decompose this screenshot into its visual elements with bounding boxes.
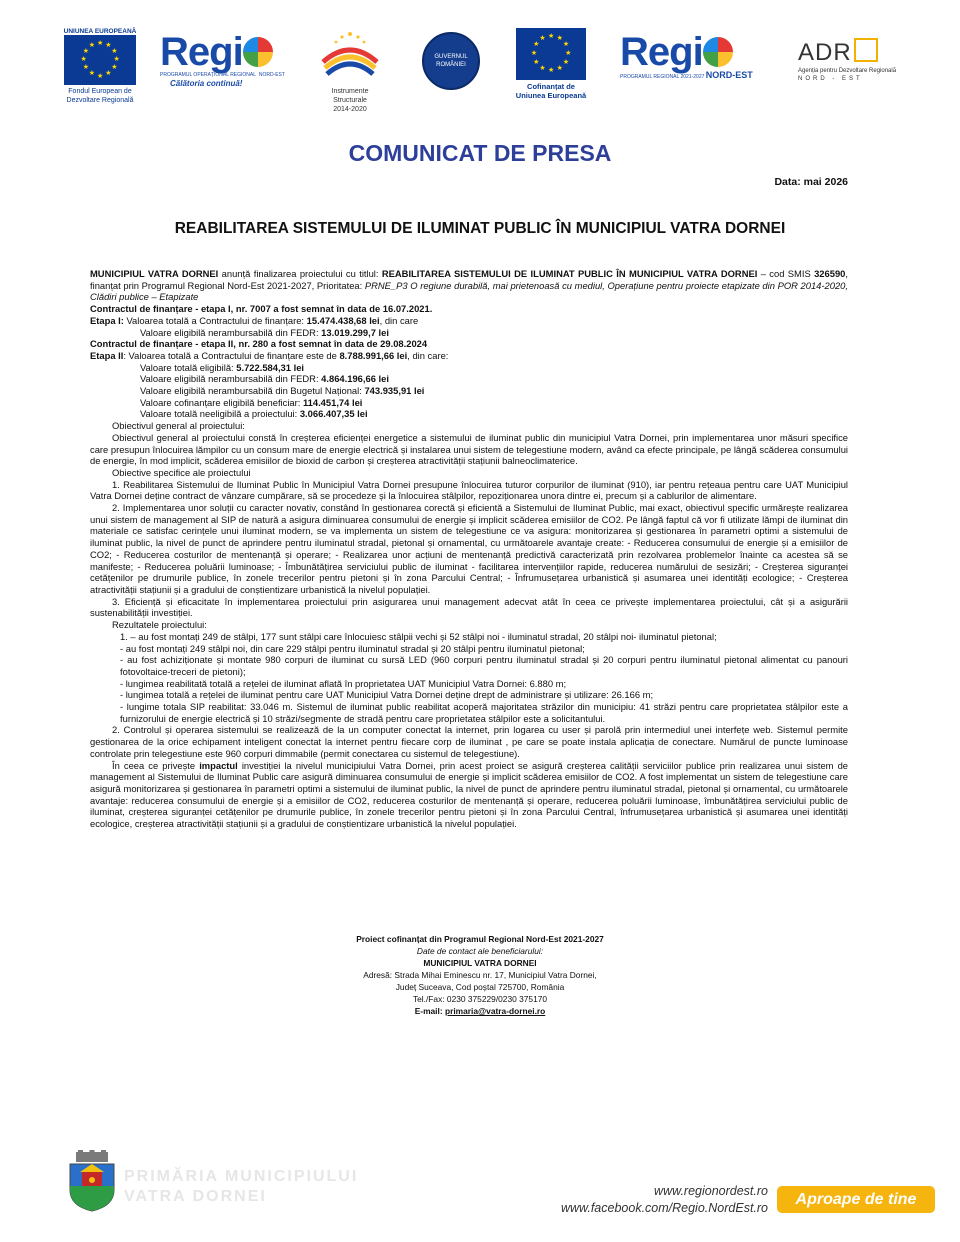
cofinantat-ue-logo — [510, 28, 592, 100]
vatra-dornei-coat-of-arms-icon — [66, 1150, 118, 1212]
eu-star-icon: ★ — [111, 64, 118, 72]
eu-star-icon: ★ — [88, 70, 96, 78]
eu-star-icon: ★ — [556, 35, 563, 43]
website-link[interactable]: www.regionordest.ro — [654, 1184, 768, 1198]
result-item: - lungimea totală a rețelei de iluminat pentru care UAT Municipiul Vatra Dornei deține drept de administrare și utilizare: 26.166 m; — [120, 689, 654, 701]
eu-star-icon: ★ — [548, 67, 555, 75]
contact-block — [0, 933, 960, 1017]
result-item: - au fost achiziționate și montate 980 corpuri de iluminat cu sursă LED (960 corpuri pentru iluminatul stradal și 20 corpuri pentru iluminatul pietonal alimentat cu panouri fotovoltaice-treceri de pietoni); — [120, 654, 848, 677]
contract-etapa-1: Contractul de finanțare - etapa I, nr. 7007 a fost semnat în data de 16.07.2021. — [90, 303, 433, 315]
etapa-2-item: Valoare totală eligibilă: 5.722.584,31 lei — [140, 361, 305, 373]
contact-email: E-mail: primaria@vatra-dornei.ro — [414, 1006, 546, 1016]
adr-square-icon — [854, 38, 878, 62]
regio-logo: Regi PROGRAMUL OPERAȚIONAL REGIONAL NORD-EST Călătoria continuă! — [160, 30, 285, 88]
etapa-1-eligible: Valoare eligibilă nerambursabilă din FEDR: 13.019.299,7 lei — [140, 326, 389, 338]
etapa-2-item: Valoare eligibilă nerambursabilă din Bugetul Național: 743.935,91 lei — [140, 385, 425, 397]
instrumente-structurale-icon — [315, 28, 385, 80]
regio-o-icon — [243, 37, 273, 67]
eu-logo-label: UNIUNEA EUROPEANĂ — [63, 28, 137, 35]
regio-o-icon — [703, 37, 733, 67]
eu-star-icon: ★ — [111, 47, 118, 55]
contact-label: Date de contact ale beneficiarului: — [416, 946, 544, 956]
press-release-body — [90, 268, 848, 830]
eu-star-icon: ★ — [82, 64, 89, 72]
eu-flag-icon — [516, 28, 586, 80]
eu-star-icon: ★ — [562, 41, 570, 49]
contract-etapa-2: Contractul de finanțare - etapa II, nr. 280 a fost semnat în data de 29.08.2024 — [90, 338, 428, 350]
eu-star-icon: ★ — [548, 32, 555, 40]
objectives-specific-label: Obiective specifice ale proiectului — [112, 466, 251, 478]
result-item: - lungime totala SIP reabilitat: 33.046 m. Sistemul de iluminat public reabilitat acoperă majoritatea străzilor din municipiu: 41 străzi pentru care proprietatea stâlpilor este a furnizorului de energie electrică și 10 străzi/segmente de stradă pentru care proprietatea stâlpilor este a solicitantului. — [120, 701, 848, 724]
contact-beneficiary: MUNICIPIUL VATRA DORNEI — [423, 958, 537, 968]
result-item: 1. – au fost montați 249 de stâlpi, 177 sunt stâlpi care înlocuiesc stâlpii vechi și 52 stâlpi noi - iluminatul stradal, 20 stâlpi noi- iluminatul pietonal; — [120, 630, 717, 642]
eu-logo-caption: Fondul European de Dezvoltare Regională — [66, 88, 134, 104]
eu-star-icon: ★ — [539, 64, 546, 72]
eu-star-icon: ★ — [97, 39, 104, 47]
press-date: Data: mai 2026 — [774, 176, 848, 188]
contact-phone: Tel./Fax: 0230 375229/0230 375170 — [412, 994, 548, 1004]
primaria-faded-line-2: VATRA DORNEI — [124, 1188, 267, 1205]
adr-logo: ADR Agenția pentru Dezvoltare Regională NORD - EST — [798, 39, 897, 82]
etapa-1-total: Etapa I: Valoarea totală a Contractului de finanțare: 15.474.438,68 lei, din care — [90, 314, 419, 326]
eu-star-icon: ★ — [565, 50, 572, 57]
objective-specific-2: 2. Implementarea unor soluții cu caracter novativ, constând în gestionarea corectă și eficientă a Sistemului de Iluminat Public, mai exact, obiectivul specific urmărește realizarea unui sistem de management al SIP de natură a asigura diminuarea consumului de energie și implicit scăderea emisiilor de CO2. Pe lângă faptul că vor fi utilizate lămpi de iluminat din materiale ce satisfac cerințele unui iluminat modern, se va implementa un sistem de telegestiune ce va asigura: monitorizarea și gestionarea în parametri optimi a sistemului de iluminat public, la nivel de punct de aprindere pentru iluminatul stradal, pietonal și ornamental, cu următoarele avantaje create: - Reducerea consumului de energie și a emisiilor de CO2; - Reducerea costurilor de mentenanță și operare; - Realizarea unor acțiuni de mentenanță predictivă caracterizată prin rezolvarea problemelor înainte ca acestea să se manifeste; - Reducerea poluării luminoase; - Îmbunătățirea serviciului public de iluminat - facilitarea intervențiilor rapide, reducerea numărului de sesizări; - Creșterea siguranței cetățenilor pe drumurile publice, în zonele trecerilor pentru pietoni și în zona Parcului Central; - Înfrumusețarea urbanistică și asumarea unei identități ecologice; - Creșterea atractivității stațiunii și a gradului de conștientizare urbanistică la nivelul populației. — [90, 502, 848, 595]
eu-star-icon: ★ — [539, 35, 546, 43]
etapa-2-total: Etapa II: Valoarea totală a Contractului de finanțare este de 8.788.991,66 lei, din care: — [90, 349, 449, 361]
eu-star-icon: ★ — [556, 64, 563, 72]
eu-star-icon: ★ — [88, 41, 96, 49]
cofinantat-caption: Cofinanțat de Uniunea Europeană — [515, 82, 587, 100]
eu-star-icon: ★ — [533, 41, 540, 49]
project-subtitle: REABILITAREA SISTEMULUI DE ILUMINAT PUBLIC ÎN MUNICIPIUL VATRA DORNEI — [174, 220, 786, 237]
eu-star-icon: ★ — [562, 58, 570, 66]
result-item: - lungimea reabilitată totală a rețelei de iluminat aflată în proprietatea UAT Municipiul Vatra Dornei: 6.880 m; — [120, 677, 567, 689]
regio-nord-est-logo: Regi PROGRAMUL REGIONAL 2021-2027 NORD-EST — [620, 30, 753, 80]
aproape-de-tine-badge: Aproape de tine — [777, 1186, 935, 1213]
gov-seal-icon: GUVERNUL ROMÂNIEI — [422, 32, 480, 90]
etapa-2-item: Valoare cofinanțare eligibilă beneficiar: 114.451,74 lei — [140, 396, 363, 408]
page-title: COMUNICAT DE PRESA — [348, 140, 612, 166]
objective-general-text: Obiectivul general al proiectului constă în creșterea eficienței energetice a sistemului de iluminat public din municipiul Vatra Dornei, prin implementarea unor măsuri specifice care presupun înlocuirea lămpilor cu un consum mare de energie electrică și instalarea unui sistem de telegestiune modern, având ca efecte principale, pe lângă scăderea consumului de energie, în mod implicit, scăderea emisiilor de bioxid de carbon și creșterea atractivității stațiunii balneoclimaterice. — [90, 431, 848, 467]
eu-star-icon: ★ — [105, 41, 112, 49]
objective-specific-1: 1. Reabilitarea Sistemului de Iluminat Public în Municipiul Vatra Dornei presupune înlocuirea tuturor corpurilor de iluminat (910), iar pentru rețeaua pentru care UAT Municipiul Vatra Dornei deține contract de vânzare cumpărare, să se procedeze și la înlocuirea stâlpilor, repoziționarea unora dintre ei, precum și a cablurilor de alimentare. — [90, 478, 848, 502]
eu-star-icon: ★ — [113, 56, 120, 63]
impact-paragraph: În ceea ce privește impactul investiției la nivelul municipiului Vatra Dornei, prin acest proiect se asigură creșterea calității serviciilor publice prin realizarea unui sistem de management al Sistemului de Iluminat Public care asigură diminuarea consumului de energie și implicit scăderea emisiilor de CO2. A fost implementat un sistem de telegestiune care asigură monitorizarea și gestionarea în parametri optimi a sistemului de iluminat public, la nivel de punct de aprindere pentru iluminatul stradal, pietonal și ornamental, cu următoarele avantaje: reducerea consumului de energie și a emisiilor de CO2, reducerea costurilor de mentenanță și operare, reducerea poluării luminoase, îmbunătățirea serviciului public de iluminat, creșterea siguranței cetățenilor pe drumurile publice, în zonele trecerilor pentru pietoni și în zona Parcului Central, înfrumusețarea urbanistică și asumarea unei identități ecologice, creșterea atractivității stațiunii și a gradului de conștientizare urbanistică la nivelul populației. — [90, 759, 848, 830]
eu-logo — [60, 28, 140, 105]
email-link[interactable]: primaria@vatra-dornei.ro — [444, 1006, 546, 1016]
contact-address-2: Județ Suceava, Cod poștal 725700, România — [395, 982, 565, 992]
header-logos — [60, 28, 905, 113]
eu-star-icon: ★ — [105, 70, 112, 78]
etapa-2-item: Valoare totală neeligibilă a proiectului: 3.066.407,35 lei — [140, 408, 368, 420]
intro-paragraph: MUNICIPIUL VATRA DORNEI anunță finalizarea proiectului cu titlul: REABILITAREA SISTEMULUI DE ILUMINAT PUBLIC ÎN MUNICIPIUL VATRA DORNEI – cod SMIS 326590, finanțat prin Programul Regional Nord-Est 2021-2027, Prioritatea: PRNE_P3 O regiune durabilă, mai prietenoasă cu mediul, Operațiune pentru proiecte etapizate din POR 2014-2020, Clădiri publice – Etapizate — [90, 268, 848, 303]
eu-star-icon: ★ — [80, 56, 87, 63]
eu-star-icon: ★ — [533, 58, 540, 66]
objective-specific-3: 3. Eficiență și eficacitate în implementarea proiectului prin asigurarea unui management adecvat atât în ceea ce privește implementarea proiectului, cât și a asigurării sustenabilității investiției. — [90, 595, 848, 619]
objective-general-label: Obiectivul general al proiectului: — [112, 420, 245, 432]
control-paragraph: 2. Controlul și operarea sistemului se realizează de la un computer conectat la internet, prin logarea cu user și parolă prin intermediul unei interfețe web. Sistemul permite gestionarea de la orice echipament inteligent conectat la internet pentru fiecare corp de iluminat , pe care se poate instala aplicația de conectare. Numărul de puncte luminoase controlate prin telegestiune este 960 corpuri dimmabile (permit conectarea cu sistemul de telegestiune). — [90, 724, 848, 759]
eu-star-icon: ★ — [82, 47, 89, 55]
facebook-link[interactable]: www.facebook.com/Regio.NordEst.ro — [560, 1201, 768, 1215]
contact-address-1: Adresă: Strada Mihai Eminescu nr. 17, Municipiul Vatra Dornei, — [363, 970, 597, 980]
cofinanced-note: Proiect cofinanțat din Programul Regional Nord-Est 2021-2027 — [356, 934, 604, 944]
results-label: Rezultatele proiectului: — [112, 619, 207, 631]
eu-flag-icon — [64, 35, 136, 85]
primaria-faded-line-1: PRIMĂRIA MUNICIPIULUI — [124, 1168, 359, 1185]
eu-star-icon: ★ — [97, 72, 104, 80]
instrumente-structurale-logo — [315, 28, 385, 114]
instrumente-caption: Instrumente Structurale 2014-2020 — [331, 88, 369, 113]
eu-star-icon: ★ — [530, 50, 538, 57]
result-item: - au fost montați 249 stâlpi noi, din care 229 stâlpi pentru iluminatul stradal și 20 stâlpi pentru iluminatul pietonal; — [120, 642, 585, 654]
etapa-2-item: Valoare eligibilă nerambursabilă din FEDR: 4.864.196,66 lei — [140, 373, 389, 385]
regio-tagline: Călătoria continuă! — [170, 79, 243, 88]
guvernul-romaniei-seal — [422, 32, 480, 90]
